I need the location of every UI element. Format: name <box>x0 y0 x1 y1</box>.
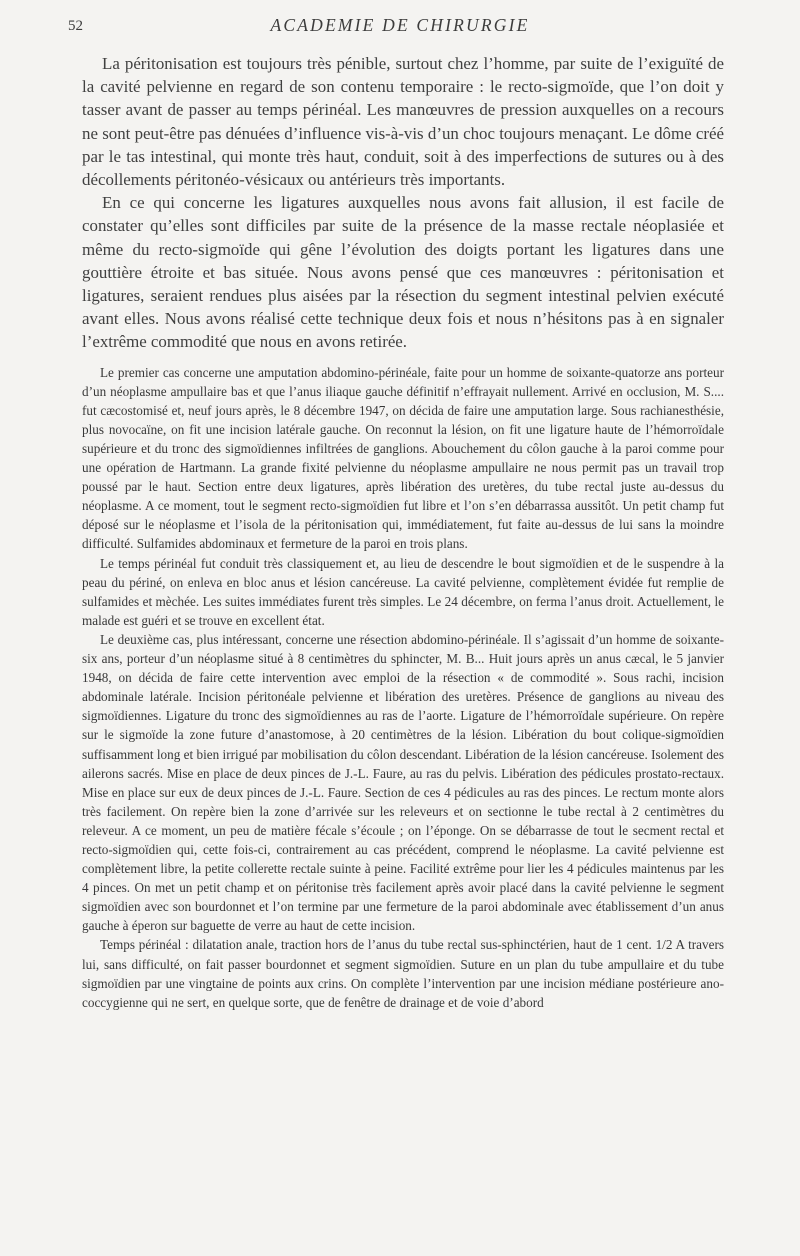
case-paragraph: Le premier cas concerne une amputation abdomino-périnéale, faite pour un homme de soixante-quatorze ans porteur d’un néoplasme ampullaire bas et que l’anus iliaque gauche définitif n’effrayait nullement. Arrivé en occlusion, M. S.... fut cæcostomisé et, neuf jours après, le 8 décembre 1947, on décida de faire une amputation large. Sous rachianesthésie, plus novocaïne, on fit une incision latérale gauche. On reconnut la lésion, on fit une ligature haute de l’hémorroïdale supérieure et du tronc des sigmoïdiennes infiltrées de ganglions. Abouchement du côlon gauche à la paroi comme pour une opération de Hartmann. La grande fixité pelvienne du néoplasme ampullaire ne nous permit pas un travail trop poussé par le haut. Section entre deux ligatures, après libération des uretères, du tube rectal juste au-dessus du néoplasme. A ce moment, tout le segment recto-sigmoïdien fut libre et l’on s’en débarrassa aussitôt. Un petit champ fut déposé sur le néoplasme et l’isola de la péritonisation qui, immédiatement, fut faite au-dessus de lui sans la moindre difficulté. Sulfamides abdominaux et fermeture de la paroi en trois plans. <box>82 364 724 552</box>
case-paragraph: Temps périnéal : dilatation anale, traction hors de l’anus du tube rectal sus-sphinctérien, haut de 1 cent. 1/2 A travers lui, sans difficulté, on fait passer bourdonnet et segment sigmoïdien. Suture en un plan du tube ampullaire et du tube sigmoïdien par une vingtaine de points aux crins. On complète l’intervention par une incision médiane postérieure ano-coccygienne qui ne sert, en quelque sorte, que de fenêtre de drainage et de voie d’abord <box>82 937 724 1010</box>
case-paragraph: Le temps périnéal fut conduit très classiquement et, au lieu de descendre le bout sigmoïdien et de le suspendre à la peau du périné, on enleva en bloc anus et lésion cancéreuse. La cavité pelvienne, complètement évidée fut remplie de sulfamides et mèchée. Les suites immédiates furent très simples. Le 24 décembre, on ferma l’anus droit. Actuellement, le malade est guéri et se trouve en excellent état. <box>82 555 724 628</box>
case-reports <box>82 363 724 1012</box>
page-number: 52 <box>68 18 83 34</box>
paragraph: La péritonisation est toujours très pénible, surtout chez l’homme, par suite de l’exiguïté de la cavité pelvienne en regard de son contenu temporaire : le recto-sigmoïde, que l’on doit y tasser avant de passer au temps périnéal. Les manœuvres de pression auxquelles on a recours ne sont peut-être pas dénuées d’influence vis-à-vis d’un choc toujours menaçant. Le dôme créé par le tas intestinal, qui monte très haut, conduit, soit à des imperfections de sutures ou à des décollements péritonéo-vésicaux ou antérieurs très importants. <box>82 54 724 190</box>
page-body <box>82 52 724 1012</box>
page-header <box>68 12 732 40</box>
case-paragraph: Le deuxième cas, plus intéressant, concerne une résection abdomino-périnéale. Il s’agissait d’un homme de soixante-six ans, porteur d’un néoplasme situé à 8 centimètres du sphincter, M. B... Huit jours après un anus cæcal, le 5 janvier 1948, on décida de faire cette intervention avec emploi de la résection « de commodité ». Sous rachi, incision abdominale latérale. Incision péritonéale pelvienne et libération des uretères. Présence de ganglions au niveau des sigmoïdiennes. Ligature du tronc des sigmoïdiennes au ras de l’aorte. Ligature de l’hémorroïdale supérieure. On repère sur le sigmoïde la zone future d’anastomose, à 20 centimètres de la lésion. Libération du bout colique-sigmoïdien suffisamment long et bien irrigué par mobilisation du côlon descendant. Libération de la lésion cancéreuse. Isolement des ailerons sacrés. Mise en place de deux pinces de J.-L. Faure, au ras du pelvis. Libération des pédicules prostato-rectaux. Mise en place sur eux de deux pinces de J.-L. Faure. Section de ces 4 pédicules au ras des pinces. Le rectum monte alors très facilement. On repère bien la zone d’arrivée sur les releveurs et on sectionne le tube rectal à 2 centimètres du releveur. A ce moment, un peu de matière fécale s’écoule ; on l’éponge. On se débarrasse de tout le secment rectal et recto-sigmoïdien qui, cette fois-ci, contrairement au cas précédent, comprend le néoplasme. La cavité pelvienne est complètement libre, la petite collerette rectale suinte à peine. Facilité extrême pour lier les 4 pédicules maintenus par les 4 pinces. On met un petit champ et on péritonise très facilement après avoir placé dans la cavité pelvienne le segment sigmoïdien avec son bourdonnet et l’on termine par une fermeture de la paroi abdominale avec établissement d’un anus gauche à éperon sur baguette de verre au haut de cette incision. <box>82 631 724 934</box>
paragraph: En ce qui concerne les ligatures auxquelles nous avons fait allusion, il est facile de constater qu’elles sont difficiles par suite de la présence de la masse rectale néoplasiée et même du recto-sigmoïde qui gêne l’évolution des doigts portant les ligatures dans une gouttière étroite et bas située. Nous avons pensé que ces manœuvres : péritonisation et ligatures, seraient rendues plus aisées par la résection du segment intestinal pelvien exécuté avant elles. Nous avons réalisé cette technique deux fois et nous n’hésitons pas à en signaler l’extrême commodité que nous en avons retirée. <box>82 193 724 352</box>
main-text <box>82 52 724 354</box>
running-title: ACADEMIE DE CHIRURGIE <box>270 15 530 35</box>
